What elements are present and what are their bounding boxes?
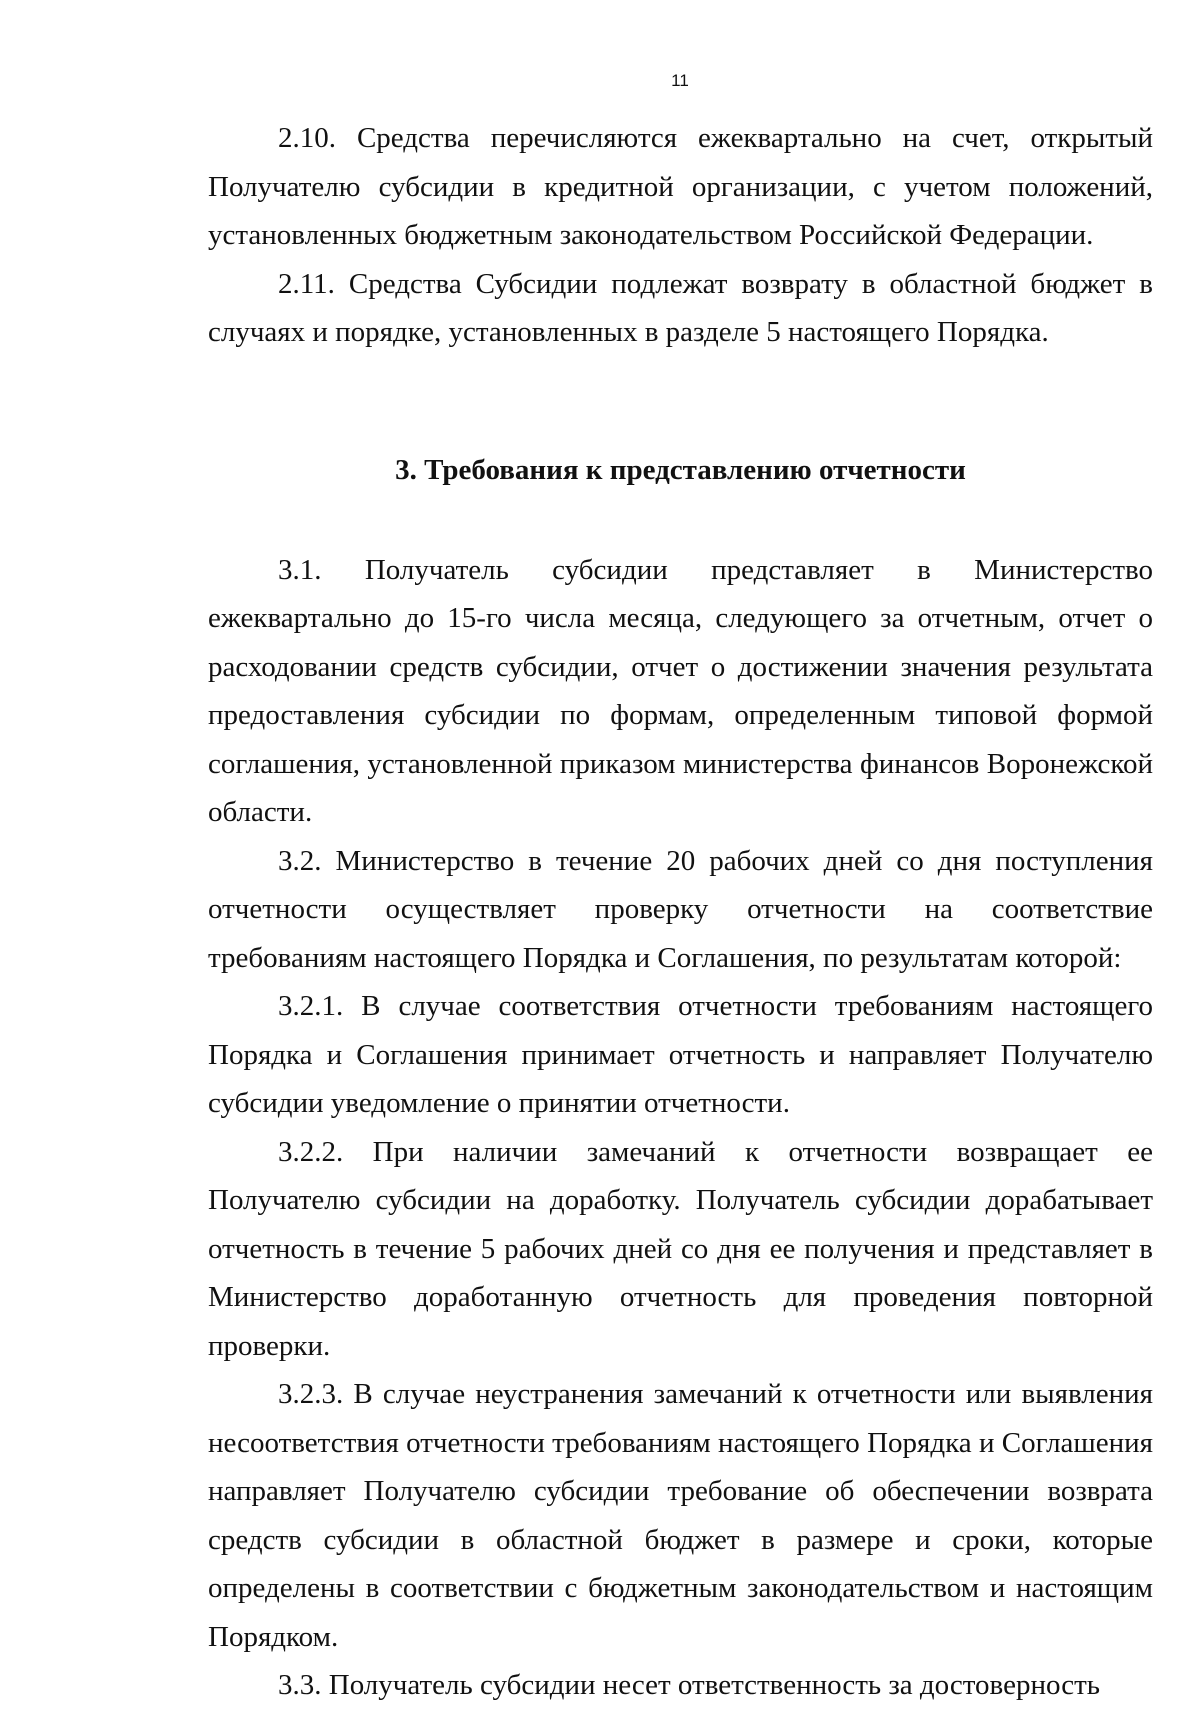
paragraph-2-11: 2.11. Средства Субсидии подлежат возврату в областной бюджет в случаях и порядке, установленных в разделе 5 настоящего Порядка. (208, 267, 1153, 348)
paragraph-3-3: 3.3. Получатель субсидии несет ответственность за достоверность (278, 1669, 1100, 1701)
document-body (208, 114, 1153, 1710)
paragraph-3-2-1: 3.2.1. В случае соответствия отчетности требованиям настоящего Порядка и Соглашения принимает отчетность и направляет Получателю субсидии уведомление о принятии отчетности. (208, 990, 1153, 1119)
page-number: 11 (671, 71, 689, 90)
paragraph-3-2-3: 3.2.3. В случае неустранения замечаний к отчетности или выявления несоответствия отчетности требованиям настоящего Порядка и Соглашения направляет Получателю субсидии требование об обеспечении возврата средств субсидии в областной бюджет в размере и сроки, которые определены в соответствии с бюджетным законодательством и настоящим Порядком. (208, 1378, 1153, 1653)
section-heading: 3. Требования к представлению отчетности (395, 453, 966, 486)
section-spacer (208, 357, 1153, 446)
paragraph-3-2: 3.2. Министерство в течение 20 рабочих дней со дня поступления отчетности осуществляет проверку отчетности на соответствие требованиям настоящего Порядка и Соглашения, по результатам которой: (208, 844, 1153, 974)
paragraph-3-2-2: 3.2.2. При наличии замечаний к отчетности возвращает ее Получателю субсидии на доработку. Получатель субсидии дорабатывает отчетность в течение 5 рабочих дней со дня ее получения и представляет в Министерство доработанную отчетность для проведения повторной проверки. (208, 1135, 1153, 1362)
paragraph-3-1: 3.1. Получатель субсидии представляет в Министерство ежеквартально до 15-го числа месяца, следующего за отчетным, отчет о расходовании средств субсидии, отчет о достижении значения результата предоставления субсидии по формам, определенным типовой формой соглашения, установленной приказом министерства финансов Воронежской области. (208, 553, 1153, 828)
heading-spacer (208, 494, 1153, 546)
paragraph-2-10: 2.10. Средства перечисляются ежеквартально на счет, открытый Получателю субсидии в кредитной организации, с учетом положений, установленных бюджетным законодательством Российской Федерации. (208, 122, 1153, 251)
